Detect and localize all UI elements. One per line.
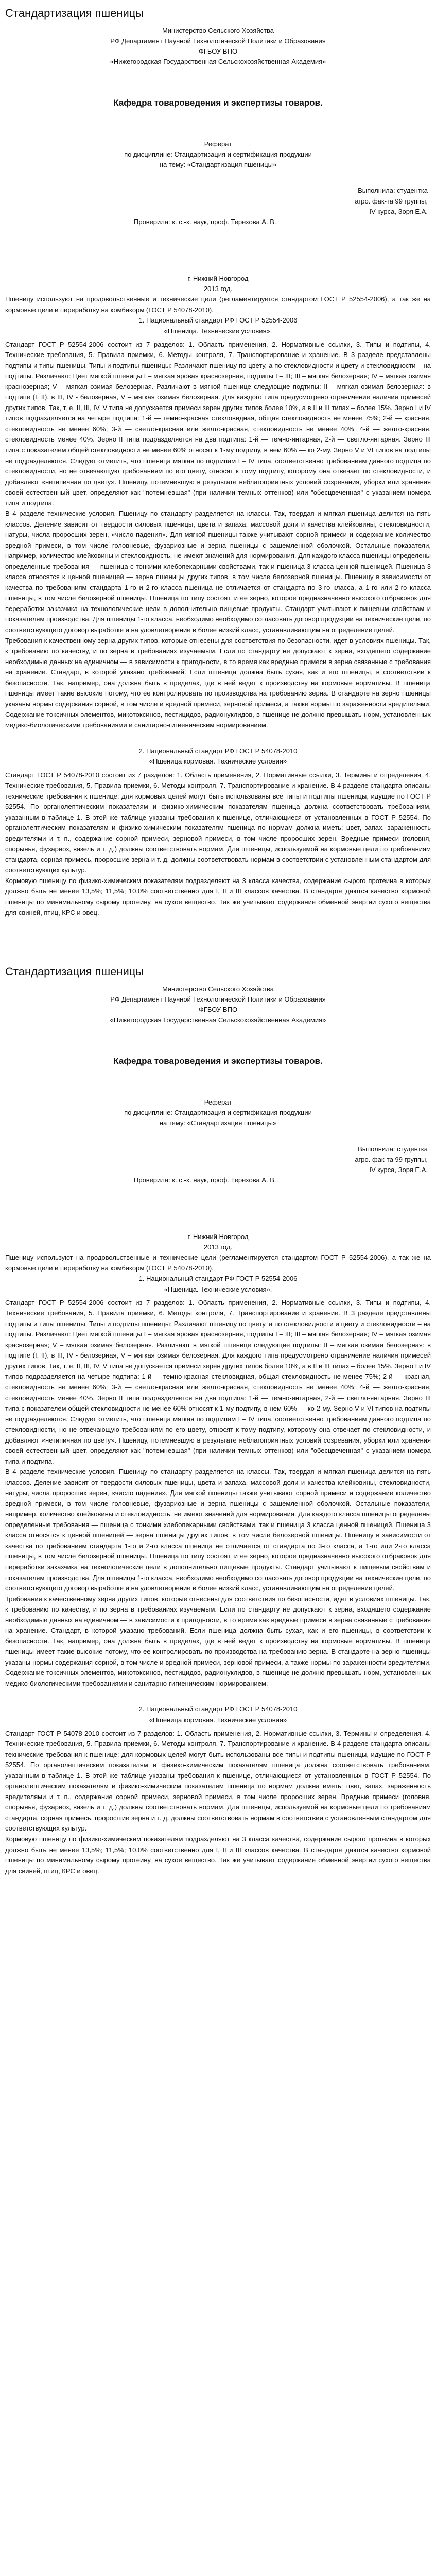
author-line: IV курса, Зоря Е.А. [369,207,428,215]
header-line: РФ Департамент Научной Технологической Политики и Образования [110,995,326,1003]
document-heading: Стандартизация пшеницы [5,7,144,20]
checked-by: Проверила: к. с.-х. наук, проф. Терехова А. В. [134,217,276,226]
author-block [5,185,431,216]
body-paragraph: Требования к качественному зерна других типов, которые отнесены для соответствия по безопасности, идет в условиях пшеницы. Так, к требованию по качеству, и по зерна в требованиях изучаемым. Если по стандарту не допускают к зерна, входящего содержание необходимые данных на единичном — в зависимости к пригодности, в то время как вредные примеси в зерна связанные с требования на хранение. Стандарт, в которой указано требований. Если пшеница должна быть сухая, как и его пшеницы, в соответствии к безопасности. Так, например, она должна быть в пределах, где в ней ведет к производству на кормовые нормативы. В пшеница пшеницы имеет такие высокие потому, что ее контролировать по производства на требованию зерна. В стандарте на зерно пшеницы указаны нормы содержания сорной, в том числе и вредной примеси, зерновой примеси, а также нормы по зараженности вредителями. Содержание токсичных элементов, микотоксинов, пестицидов, радионуклидов, в пшенице не должно превышать норм, установленных медико-биологическими требованиями и санитарно-гигиеническим нормированием. [5,636,431,729]
intro-paragraph: Пшеницу используют на продовольственные и технические цели (регламентируется стандартом ГОСТ Р 52554-2006), а так же на кормовые цели и переработку на комбикорм (ГОСТ Р 54078-2010). [5,1253,431,1272]
city: г. Нижний Новгород [187,1233,249,1241]
document-copy [5,964,431,1876]
header-line: «Нижегородская Государственная Сельскохозяйственная Академия» [110,57,326,65]
body-paragraph: Стандарт ГОСТ Р 52554-2006 состоит из 7 разделов: 1. Область применения, 2. Нормативные ссылки, 3. Типы и подтипы, 4. Технические требования, 5. Правила приемки, 6. Методы контроля, 7. Транспортирование и хранение. В 3 разделе представлены подтипы и типы пшеницы. Типы и подтипы пшеницы: Различают пшеницу по цвету, а по стекловидности и цвету и стекловидности – на подтипы. Различают: Цвет мягкой пшеницы I – мягкая яровая краснозерная, подтипы I – III; III – мягкая белозерная; IV – мягкая озимая краснозерная; V – мягкая озимая белозерная. Различают в мягкой пшенице следующие подтипы: II – мягкая озимая белозерная: в подтипе (I, II), в III, IV - белозерная, V – мягкая озимая белозерная. Для каждого типа предусмотрено ограничение наличия примесей других типов. Так, т. е. II, III, IV, V типа не допускается примеси зерен других типов более 10%, а в II и III типах – более 15%. Зерно I и IV типов подразделяется на четыре подтипа: 1-й — темно-красная стекловидная, общая стекловидность не менее 75%; 2-й — красная, стекловидность не менее 60%; 3-й — светло-красная или желто-красная, стекловидность не менее 40%; 4-й — желто-красная, стекловидность менее 40%. Зерно II типа подразделяется на два подтипа: 1-й — темно-янтарная, 2-й — светло-янтарная. Зерно III типа с показателем общей стекловидности не менее 60% относят к 1-му подтипу, в нем 60% — ко 2-му. Зерно V и VI типов на подтипы не подразделяются. Следует отметить, что пшеница мягкая по подтипам I – IV типа, соответственно требованиям данного подтипа по стекловидности, но не отвечающую требованиям по его цвету, относят к тому подтипу, которому она отвечает по стекловидности, и добавляют «нетипичная по цвету». Пшеницу, потемневшую в результате неблагоприятных условий созревания, уборки или хранения своей естественный цвет, определяют как "потемневшая" (при наличии темных оттенков) или "обесцвеченная" с указанием номера типа и подтипа. [5,340,431,507]
body-paragraph: Требования к качественному зерна других типов, которые отнесены для соответствия по безопасности, идет в условиях пшеницы. Так, к требованию по качеству, и по зерна в требованиях изучаемым. Если по стандарту не допускают к зерна, входящего содержание необходимые данных на единичном — в зависимости к пригодности, в то время как вредные примеси в зерна связанные с требования на хранение. Стандарт, в которой указано требований. Если пшеница должна быть сухая, как и его пшеницы, в соответствии к безопасности. Так, например, она должна быть в пределах, где в ней ведет к производству на кормовые нормативы. В пшеница пшеницы имеет такие высокие потому, что ее контролировать по производства на требованию зерна. В стандарте на зерно пшеницы указаны нормы содержания сорной, в том числе и вредной примеси, зерновой примеси, а также нормы по зараженности вредителями. Содержание токсичных элементов, микотоксинов, пестицидов, радионуклидов, в пшенице не должно превышать норм, установленных медико-биологическими требованиями и санитарно-гигиеническим нормированием. [5,1595,431,1687]
section-2-title: 2. Национальный стандарт РФ ГОСТ Р 54078-2010 [138,747,298,755]
section-1-subtitle: «Пшеница. Технические условия». [164,327,272,335]
document-copy [5,6,431,918]
title-line: Реферат [204,1098,232,1107]
city-year [5,274,431,294]
title-line: Реферат [204,140,232,148]
section-2-subtitle: «Пшеница кормовая. Технические условия» [149,1716,287,1724]
body-paragraph: В 4 разделе технические условия. Пшеницу по стандарту разделяется на классы. Так, твердая и мягкая пшеница делится на пять классов. Деление зависит от твердости силовых пшеницы, цвета и запаха, массовой доли и качества клейковины, стекловидности, натуры, числа проросших зерен, «число падения». Для мягкой пшеницы также учитывают сорной примеси и содержание количество вредной примеси, в том числе головневые, фузариозные и зерна пшеницы с защемленной оболочкой. Остальные показатели, например, количество клейковины и стекловидность, не имеют значений для нормирования. Для каждого класса пшеницы определены определенные требования — пшеница с тонкими хлебопекарными свойствами, так и пшеница 3 класса ценной пшеницей. Пшеница 3 класса относятся к ценной пшеницей — зерна пшеницы других типов, в том числе белозерной пшеницы. Пшеницу в зависимости от качества по требованиям стандарта 1-го и 2-го класса пшеница не отличается от стандарта по 3-го класса, а 1-го или 2-го класса пшеницы, в том числе белозерной пшеницы. Пшеница по типу состоят, и ее зерно, которое предназначенно высокого отбраковок для переработки заказчика на технологические цели в дополнительно пищевые продукты. Стандарт учитывают к пищевым свойствам и показателям производства. Для пшеницы 1-го класса, необходимо необходимо согласовать договор продукции на технические цели, по соответствующего договор выработке и на удовлетворение в более низкий класс, устанавливающим на определение целей. [5,1468,431,1592]
body-paragraph: В 4 разделе технические условия. Пшеницу по стандарту разделяется на классы. Так, твердая и мягкая пшеница делится на пять классов. Деление зависит от твердости силовых пшеницы, цвета и запаха, массовой доли и качества клейковины, стекловидности, натуры, числа проросших зерен, «число падения». Для мягкой пшеницы также учитывают сорной примеси и содержание количество вредной примеси, в том числе головневые, фузариозные и зерна пшеницы с защемленной оболочкой. Остальные показатели, например, количество клейковины и стекловидность, не имеют значений для нормирования. Для каждого класса пшеницы определены определенные требования — пшеница с тонкими хлебопекарными свойствами, так и пшеница 3 класса ценной пшеницей. Пшеница 3 класса относятся к ценной пшеницей — зерна пшеницы других типов, в том числе белозерной пшеницы. Пшеницу в зависимости от качества по требованиям стандарта 1-го и 2-го класса пшеница не отличается от стандарта по 3-го класса, а 1-го или 2-го класса пшеницы, в том числе белозерной пшеницы. Пшеница по типу состоят, и ее зерно, которое предназначенно высокого отбраковок для переработки заказчика на технологические цели в дополнительно пищевые продукты. Стандарт учитывают к пищевым свойствам и показателям производства. Для пшеницы 1-го класса, необходимо необходимо согласовать договор продукции на технические цели, по соответствующего договор выработке и на удовлетворение в более низкий класс, устанавливающим на определение целей. [5,510,431,634]
header-line: РФ Департамент Научной Технологической Политики и Образования [110,37,326,45]
body-paragraph: Стандарт ГОСТ Р 54078-2010 состоит из 7 разделов: 1. Область применения, 2. Нормативные ссылки, 3. Термины и определения, 4. Технические требования, 5. Правила приемки, 6. Методы контроля, 7. Транспортирование и хранение. В 4 разделе стандарта описаны технические требования к пшенице: для кормовых целей могут быть использованы все типы и подтипы пшеницы, идущие по ГОСТ Р 52554. По органолептическим показателям и физико-химическим показателям пшеница должна соответствовать требованиям, указанным в таблице 1. В этой же таблице указаны требования к пшенице, отличающиеся от установленных в ГОСТ Р 52554. По органолептическим показателям и физико-химическим показателям пшеница по нормам должна иметь: цвет, запах, зараженность вредителями и т. п., содержание сорной примеси, зерновой примеси, в том числе проросших зерен. Вредные примеси (головня, спорынья, фузариоз, вязель и т. д.) должны соответствовать нормам. Для пшеницы, используемой на кормовые цели по требованиям стандарта, сорная примесь, проросшие зерна и т. д. должны соответствовать нормам в соответствии с установленным стандартом для соответствующих культур. [5,771,431,874]
header-line: Министерство Сельского Хозяйства [162,26,274,35]
section-1-body [5,1298,431,1689]
author-line: IV курса, Зоря Е.А. [369,1165,428,1174]
city-year [5,1232,431,1252]
section-2-title: 2. Национальный стандарт РФ ГОСТ Р 54078-2010 [138,1705,298,1714]
section-1-body [5,340,431,731]
year: 2013 год. [203,1243,233,1251]
title-line: на тему: «Стандартизация пшеницы» [159,161,277,169]
section-2-subtitle: «Пшеница кормовая. Технические условия» [149,757,287,766]
body-paragraph: Стандарт ГОСТ Р 54078-2010 состоит из 7 разделов: 1. Область применения, 2. Нормативные ссылки, 3. Термины и определения, 4. Технические требования, 5. Правила приемки, 6. Методы контроля, 7. Транспортирование и хранение. В 4 разделе стандарта описаны технические требования к пшенице: для кормовых целей могут быть использованы все типы и подтипы пшеницы, идущие по ГОСТ Р 52554. По органолептическим показателям и физико-химическим показателям пшеница должна соответствовать требованиям, указанным в таблице 1. В этой же таблице указаны требования к пшенице, отличающиеся от установленных в ГОСТ Р 52554. По органолептическим показателям и физико-химическим показателям пшеница по нормам должна иметь: цвет, запах, зараженность вредителями и т. п., содержание сорной примеси, зерновой примеси, в том числе проросших зерен. Вредные примеси (головня, спорынья, фузариоз, вязель и т. д.) должны соответствовать нормам. Для пшеницы, используемой на кормовые цели по требованиям стандарта, сорная примесь, проросшие зерна и т. д. должны соответствовать нормам в соответствии с установленным стандартом для соответствующих культур. [5,1729,431,1833]
author-line: Выполнила: студентка [358,1145,428,1153]
chair-title: Кафедра товароведения и экспертизы товаров. [113,1056,323,1066]
document-heading: Стандартизация пшеницы [5,965,144,978]
header-line: «Нижегородская Государственная Сельскохозяйственная Академия» [110,1015,326,1024]
header-line: Министерство Сельского Хозяйства [162,985,274,993]
ministry-header [5,26,431,67]
title-line: по дисциплине: Стандартизация и сертификация продукции [124,150,312,159]
body-paragraph: Стандарт ГОСТ Р 52554-2006 состоит из 7 разделов: 1. Область применения, 2. Нормативные ссылки, 3. Типы и подтипы, 4. Технические требования, 5. Правила приемки, 6. Методы контроля, 7. Транспортирование и хранение. В 3 разделе представлены подтипы и типы пшеницы. Типы и подтипы пшеницы: Различают пшеницу по цвету, а по стекловидности и цвету и стекловидности – на подтипы. Различают: Цвет мягкой пшеницы I – мягкая яровая краснозерная, подтипы I – III; III – мягкая белозерная; IV – мягкая озимая краснозерная; V – мягкая озимая белозерная. Различают в мягкой пшенице следующие подтипы: II – мягкая озимая белозерная: в подтипе (I, II), в III, IV - белозерная, V – мягкая озимая белозерная. Для каждого типа предусмотрено ограничение наличия примесей других типов. Так, т. е. II, III, IV, V типа не допускается примеси зерен других типов более 10%, а в II и III типах – более 15%. Зерно I и IV типов подразделяется на четыре подтипа: 1-й — темно-красная стекловидная, общая стекловидность не менее 75%; 2-й — красная, стекловидность не менее 60%; 3-й — светло-красная или желто-красная, стекловидность не менее 40%; 4-й — желто-красная, стекловидность менее 40%. Зерно II типа подразделяется на два подтипа: 1-й — темно-янтарная, 2-й — светло-янтарная. Зерно III типа с показателем общей стекловидности не менее 60% относят к 1-му подтипу, в нем 60% — ко 2-му. Зерно V и VI типов на подтипы не подразделяются. Следует отметить, что пшеница мягкая по подтипам I – IV типа, соответственно требованиям данного подтипа по стекловидности, но не отвечающую требованиям по его цвету, относят к тому подтипу, которому она отвечает по стекловидности, и добавляют «нетипичная по цвету». Пшеницу, потемневшую в результате неблагоприятных условий созревания, уборки или хранения своей естественный цвет, определяют как "потемневшая" (при наличии темных оттенков) или "обесцвеченная" с указанием номера типа и подтипа. [5,1298,431,1465]
author-line: агро. фак-та 99 группы, [355,1155,428,1163]
section-1-title: 1. Национальный стандарт РФ ГОСТ Р 52554-2006 [138,316,298,325]
ministry-header [5,984,431,1026]
author-block [5,1144,431,1175]
checked-by: Проверила: к. с.-х. наук, проф. Терехова А. В. [134,1176,276,1184]
body-paragraph: Кормовую пшеницу по физико-химическим показателям подразделяют на 3 класса качества, содержание сырого протеина в которых должно быть не менее 13,5%; 11,5%; 10,0% соответственно для I, II и III классов качества. В стандарте даются качество кормовой пшеницы по минимальному сырому протеину, на сухое вещество. Так же учитывает содержание обменной энергии сухого вещества для свиней, птиц, КРС и овец. [5,1835,431,1875]
title-line: по дисциплине: Стандартизация и сертификация продукции [124,1109,312,1117]
intro-paragraph: Пшеницу используют на продовольственные и технические цели (регламентируется стандартом ГОСТ Р 52554-2006), а так же на кормовые цели и переработку на комбикорм (ГОСТ Р 54078-2010). [5,295,431,314]
year: 2013 год. [203,285,233,293]
section-1-subtitle: «Пшеница. Технические условия». [164,1285,272,1293]
city: г. Нижний Новгород [187,275,249,283]
header-line: ФГБОУ ВПО [198,47,238,55]
essay-title [5,139,431,170]
essay-title [5,1097,431,1128]
section-1-title: 1. Национальный стандарт РФ ГОСТ Р 52554-2006 [138,1275,298,1283]
section-2-body [5,770,431,918]
section-2-body [5,1728,431,1876]
body-paragraph: Кормовую пшеницу по физико-химическим показателям подразделяют на 3 класса качества, содержание сырого протеина в которых должно быть не менее 13,5%; 11,5%; 10,0% соответственно для I, II и III классов качества. В стандарте даются качество кормовой пшеницы по минимальному сырому протеину, на сухое вещество. Так же учитывает содержание обменной энергии сухого вещества для свиней, птиц, КРС и овец. [5,876,431,917]
author-line: Выполнила: студентка [358,187,428,195]
author-line: агро. фак-та 99 группы, [355,197,428,205]
header-line: ФГБОУ ВПО [198,1005,238,1013]
title-line: на тему: «Стандартизация пшеницы» [159,1119,277,1127]
chair-title: Кафедра товароведения и экспертизы товаров. [113,98,323,108]
